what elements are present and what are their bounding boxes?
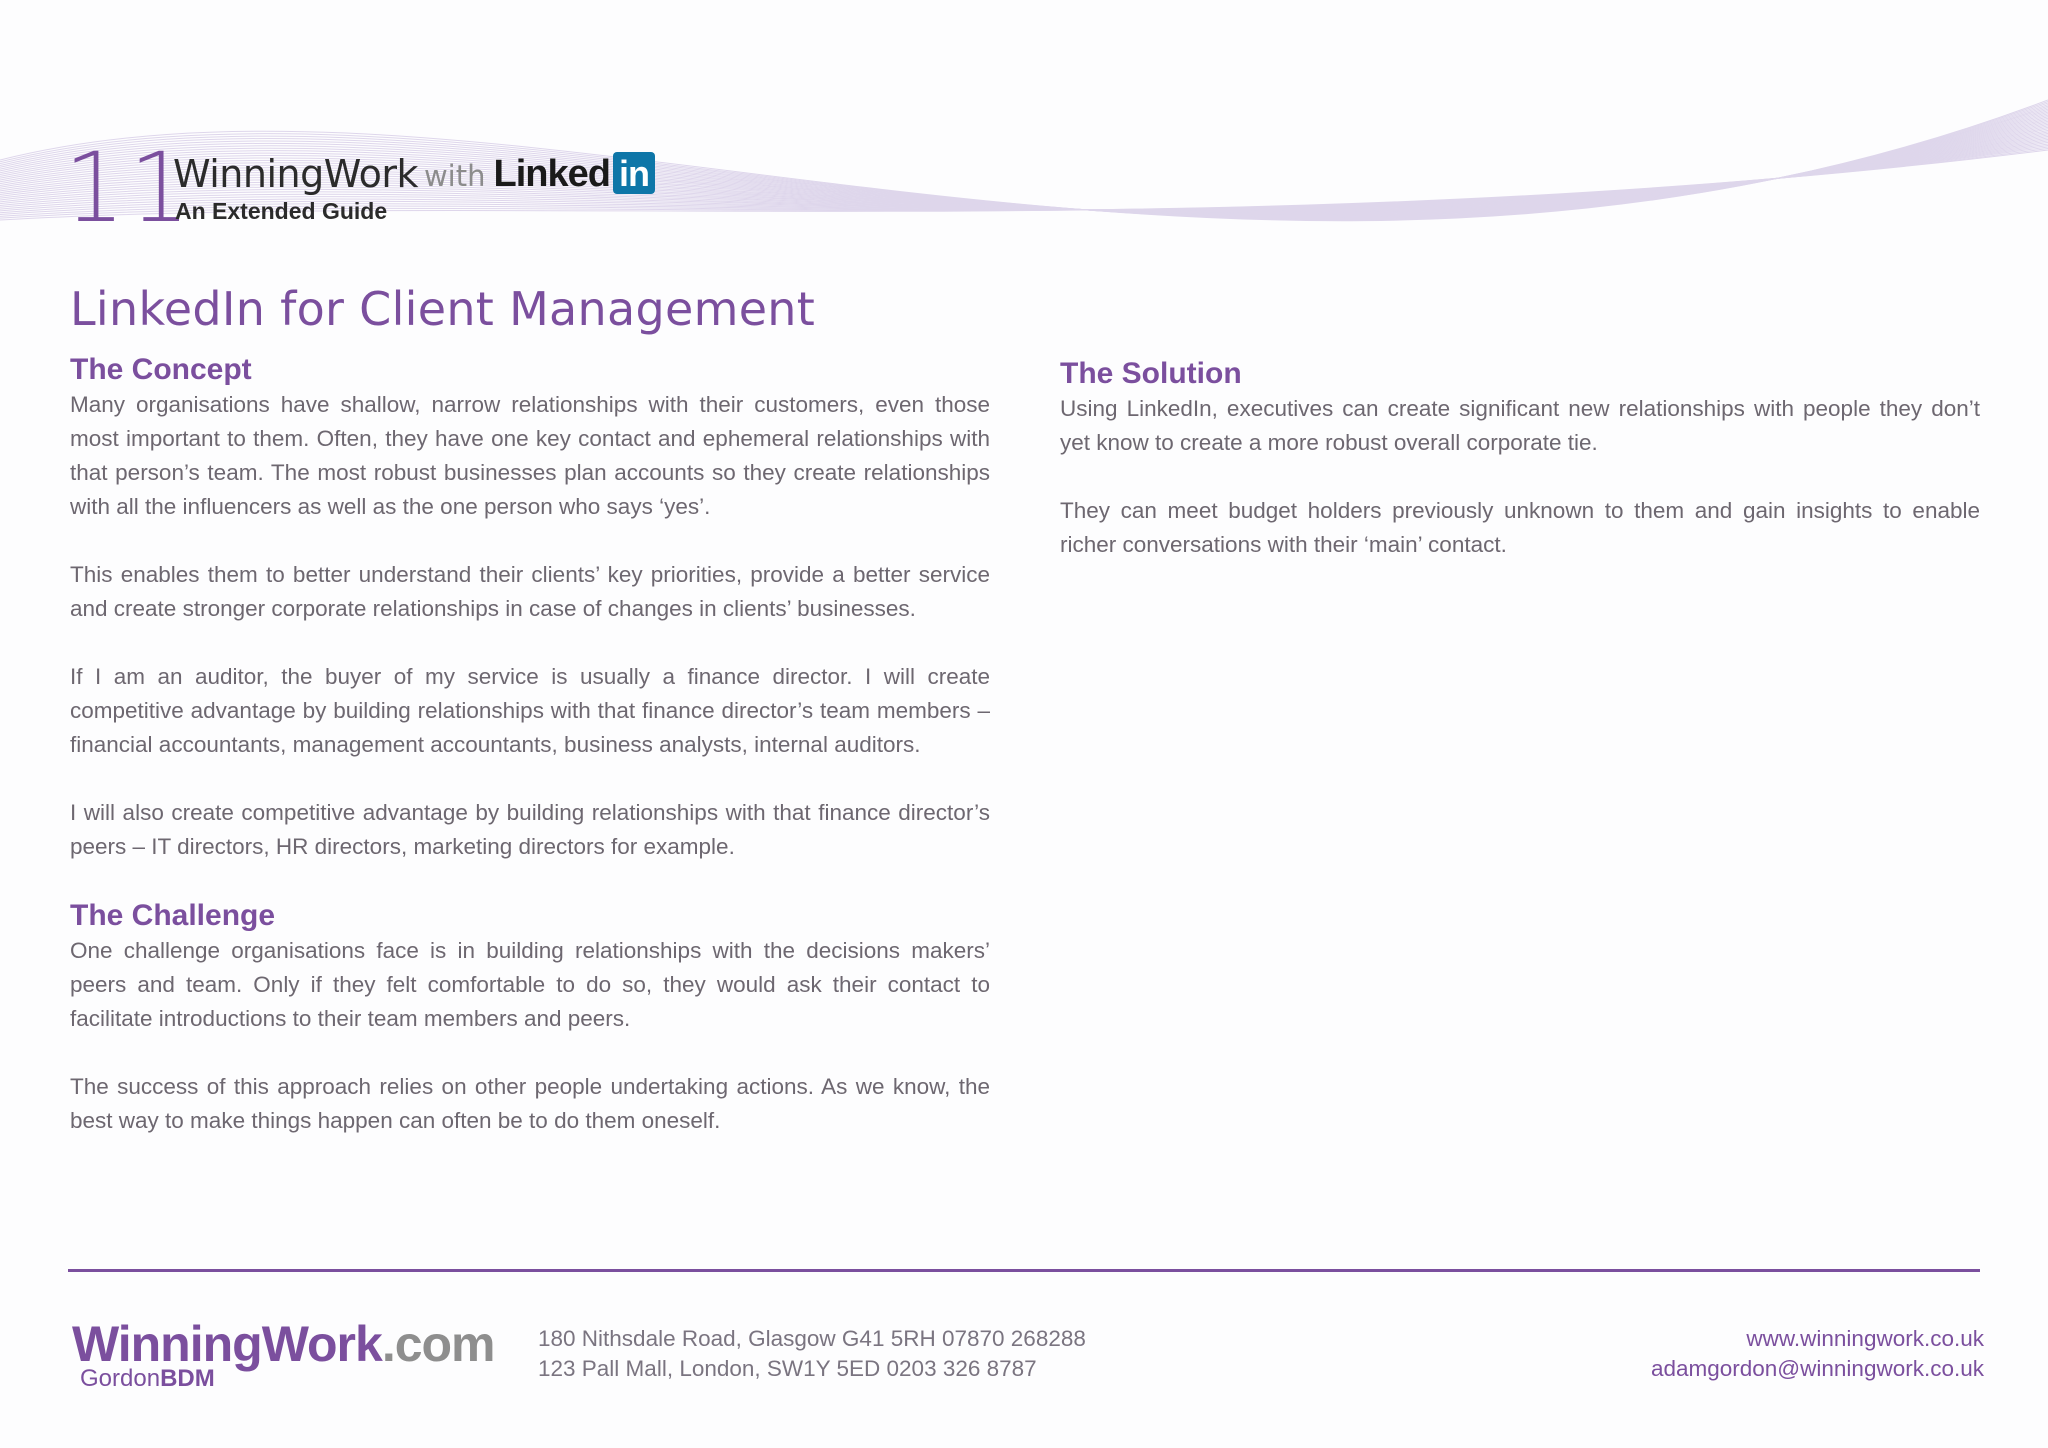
brand-header [173, 152, 655, 225]
concept-paragraph: I will also create competitive advantage by building relationships with that finance director’s peers – IT directors, HR directors, marketing directors for example. [70, 800, 990, 859]
logo-bdm-text: BDM [160, 1365, 215, 1392]
page-title: LinkedIn for Client Management [70, 282, 816, 336]
website-link[interactable]: www.winningwork.co.uk [1746, 1326, 1984, 1351]
footer-logo [72, 1316, 495, 1392]
solution-heading: The Solution [1060, 357, 1242, 390]
guide-subtitle: An Extended Guide [175, 198, 388, 224]
challenge-paragraph: The success of this approach relies on other people undertaking actions. As we know, the best way to make things happen can often be to do them oneself. [70, 1074, 990, 1133]
brand-name: WinningWork [173, 152, 418, 196]
linkedin-wordmark: Linked [493, 153, 610, 195]
brand-logo [173, 152, 655, 196]
solution-paragraph: They can meet budget holders previously unknown to them and gain insights to enable richer conversations with their ‘main’ contact. [1060, 498, 1980, 557]
address-glasgow: 180 Nithsdale Road, Glasgow G41 5RH 07870 268288 [538, 1326, 1086, 1351]
footer-addresses [538, 1324, 1086, 1384]
brand-with: with [423, 159, 486, 193]
challenge-heading: The Challenge [70, 899, 276, 932]
footer-divider [68, 1269, 1980, 1272]
concept-paragraph: This enables them to better understand their clients’ key priorities, provide a better service and create stronger corporate relationships in case of changes in clients’ businesses. [70, 562, 990, 621]
winningwork-logo [72, 1318, 495, 1370]
logo-winningwork-text: WinningWork [72, 1316, 382, 1372]
page-number: 11 [64, 132, 195, 244]
challenge-paragraph: One challenge organisations face is in building relationships with the decisions makers’ peers and team. Only if they felt comfortable to do so, they would ask their contact to facilitate introductions to their team members and peers. [70, 938, 990, 1031]
left-column [70, 352, 990, 1172]
email-link[interactable]: adamgordon@winningwork.co.uk [1650, 1356, 1984, 1381]
logo-gordon-text: Gordon [80, 1365, 161, 1392]
gordonbdm-logo [80, 1366, 215, 1392]
concept-paragraph: If I am an auditor, the buyer of my service is usually a finance director. I will create competitive advantage by building relationships with that finance director’s team members – financial accountants, management accountants, business analysts, internal auditors. [70, 664, 990, 757]
solution-paragraph: Using LinkedIn, executives can create significant new relationships with people they don’t yet know to create a more robust overall corporate tie. [1060, 396, 1980, 455]
linkedin-icon: in [613, 152, 655, 194]
concept-paragraph: Many organisations have shallow, narrow relationships with their customers, even those most important to them. Often, they have one key contact and ephemeral relationships with that person’s team. The most robust businesses plan accounts so they create relationships with all the influencers as well as the one person who says ‘yes’. [70, 392, 990, 519]
address-london: 123 Pall Mall, London, SW1Y 5ED 0203 326 8787 [538, 1356, 1037, 1381]
concept-heading: The Concept [70, 353, 252, 386]
footer-contact [1651, 1324, 1984, 1384]
right-column [1060, 356, 1980, 596]
logo-com-text: .com [381, 1316, 495, 1372]
